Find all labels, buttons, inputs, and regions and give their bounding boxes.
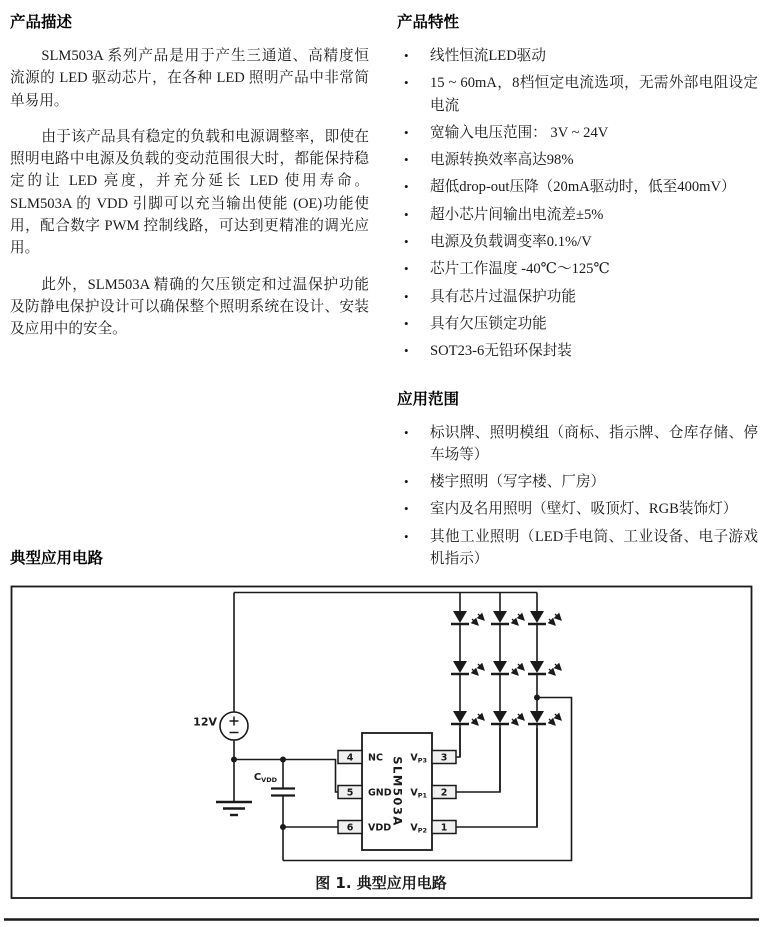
pin-label-nc: NC (368, 752, 383, 764)
list-item (397, 258, 758, 280)
application-text: 楼宇照明（写字楼、厂房） (430, 474, 606, 491)
bullet-icon: • (404, 528, 409, 544)
led-string-1 (451, 593, 484, 758)
list-item (397, 313, 758, 335)
pin-box-4 (338, 751, 362, 764)
application-text: 其他工业照明（LED手电筒、工业设备、电子游戏机指示） (430, 528, 758, 568)
bullet-icon: • (404, 75, 409, 91)
led-string-3 (528, 593, 561, 828)
circuit-section-heading: 典型应用电路 (10, 549, 104, 567)
pin-label-vp1: $V_{P1}$ (410, 787, 427, 800)
list-item (397, 498, 758, 520)
feature-text: 超小芯片间输出电流差±5% (430, 206, 604, 223)
led-string-2 (491, 593, 524, 793)
voltage-source (193, 712, 248, 740)
bullet-icon: • (404, 474, 409, 490)
list-item (397, 471, 758, 493)
feature-text: 15 ~ 60mA，8档恒定电流选项，无需外部电阻设定电流 (430, 75, 758, 114)
application-text: 标识牌、照明模组（商标、指示牌、仓库存储、停车场等） (430, 424, 758, 463)
feature-text: 电源转换效率高达98% (430, 152, 574, 169)
list-item (397, 526, 758, 571)
list-item (397, 231, 758, 253)
bullet-icon: • (404, 234, 409, 250)
bullet-icon: • (404, 315, 409, 331)
emission-arrows-icon (512, 614, 524, 725)
chip-name-label: SLM503A (390, 756, 405, 827)
application-circuit-diagram (0, 585, 763, 927)
pin-label-vdd: VDD (368, 822, 392, 834)
product-features-heading: 产品特性 (397, 13, 460, 31)
pin-label-vp2: $V_{P2}$ (410, 822, 427, 835)
ground-icon (216, 802, 252, 815)
list-item (397, 340, 758, 362)
pin-number: 4 (346, 752, 354, 764)
bullet-icon: • (404, 152, 409, 168)
pin-label-gnd: GND (368, 787, 392, 799)
feature-text: 超低drop-out压降（20mA驱动时，低至400mV） (430, 179, 736, 196)
product-description-heading: 产品描述 (10, 13, 73, 31)
list-item (397, 176, 758, 198)
list-item (397, 149, 758, 171)
pin-number: 5 (346, 787, 354, 799)
bullet-icon: • (404, 48, 409, 63)
description-paragraph: 此外，SLM503A 精确的欠压锁定和过温保护功能及防静电保护设计可以确保整个照明系统在设计、安装及应用中的安全。 (10, 276, 369, 338)
feature-text: 电源及负载调变率0.1%/V (430, 234, 592, 251)
list-item (397, 286, 758, 308)
bullet-icon: • (404, 206, 409, 222)
chip-slm503a (338, 733, 456, 850)
capacitor-label: $C_{VDD}$ (253, 772, 277, 784)
product-features-section (397, 10, 758, 575)
pin-label-vp3: $V_{P3}$ (410, 752, 427, 765)
feature-text: 线性恒流LED驱动 (430, 48, 546, 64)
list-item (397, 422, 758, 467)
pin-box-6 (338, 821, 362, 834)
pin-number: 6 (346, 822, 354, 834)
bullet-icon: • (404, 261, 409, 277)
product-description-section (10, 10, 369, 355)
pin-box-3 (432, 751, 456, 764)
list-item (397, 122, 758, 144)
pin-box-5 (338, 786, 362, 799)
feature-text: 具有芯片过温保护功能 (430, 288, 576, 305)
supply-voltage-label: 12V (193, 715, 217, 729)
pin-number: 3 (440, 752, 448, 764)
applications-heading: 应用范围 (397, 389, 460, 408)
bullet-icon: • (404, 288, 409, 304)
feature-text: 芯片工作温度 -40℃～125℃ (430, 261, 610, 278)
bullet-icon: • (404, 343, 409, 359)
list-item (397, 72, 758, 117)
feature-text: 宽输入电压范围： 3V ~ 24V (430, 124, 609, 141)
pin-box-1 (432, 821, 456, 834)
list-item (397, 204, 758, 226)
list-item (397, 45, 758, 67)
features-list (397, 45, 758, 363)
description-paragraph: 由于该产品具有稳定的负载和电源调整率，即使在照明电路中电源及负载的变动范围很大时，都能保持稳定的让 LED 亮度，并充分延长 LED 使用寿命。SLM503A 的 VDD 引脚可以充当输出使能 (OE)功能使用，配合数字 PWM 控制线路，可达到更精准的调光应用。 (10, 128, 369, 257)
feature-text: 具有欠压锁定功能 (430, 315, 547, 332)
bullet-icon: • (404, 424, 409, 440)
bullet-icon: • (404, 124, 409, 140)
bullet-icon: • (404, 179, 409, 195)
applications-list (397, 422, 758, 571)
figure-caption: 图 1. 典型应用电路 (315, 874, 447, 892)
emission-arrows-icon (549, 614, 561, 725)
bullet-icon: • (404, 501, 409, 517)
pin-box-2 (432, 786, 456, 799)
feature-text: SOT23-6无铅环保封装 (430, 343, 572, 360)
emission-arrows-icon (472, 614, 484, 725)
pin-number: 1 (440, 822, 448, 834)
application-text: 室内及名用照明（壁灯、吸顶灯、RGB装饰灯） (430, 501, 738, 518)
description-paragraph: SLM503A 系列产品是用于产生三通道、高精度恒流源的 LED 驱动芯片，在各种 LED 照明产品中非常简单易用。 (10, 48, 369, 109)
capacitor-cvdd (254, 772, 295, 796)
pin-number: 2 (440, 787, 448, 799)
